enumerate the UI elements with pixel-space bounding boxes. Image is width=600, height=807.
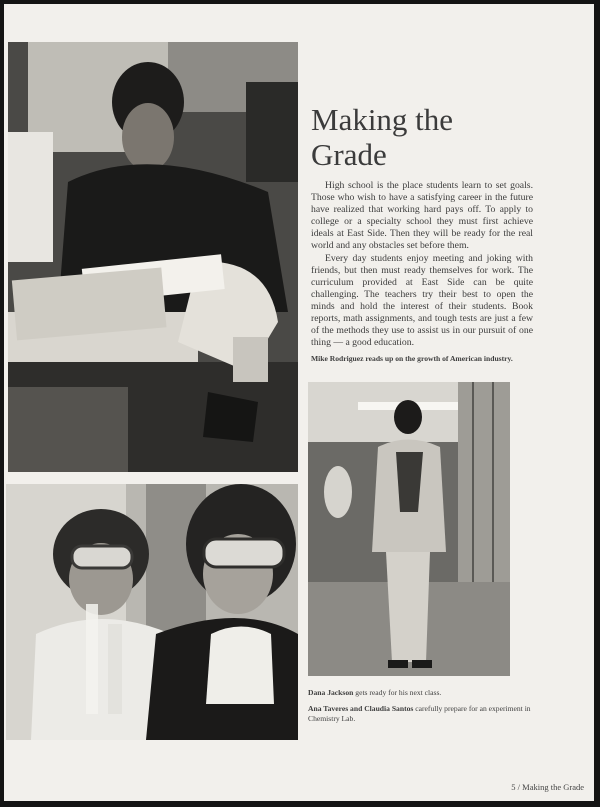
caption-reading-name: Mike Rodriguez — [311, 354, 364, 363]
body-paragraph-1: High school is the place students learn to set goals. Those who wish to have a satisfying career in the future have realized that working hard pays off. To apply to college or a specialty school they must first achieve ideals at East Side. Then they will be ready for the real world and any obstacles set before them. — [311, 180, 533, 252]
photo-student-reading — [8, 42, 298, 472]
caption-lab-text: carefully prepare for an experiment in Chemistry Lab. — [308, 704, 531, 723]
caption-class-text: gets ready for his next class. — [353, 688, 442, 697]
caption-class-name: Dana Jackson — [308, 688, 354, 697]
caption-lab-name: Ana Taveres and Claudia Santos — [308, 704, 414, 713]
title-line-1: Making the — [311, 102, 454, 137]
caption-lab — [308, 704, 548, 723]
title-line-2: Grade — [311, 137, 387, 172]
feature-body — [311, 180, 533, 349]
yearbook-page — [4, 4, 594, 801]
photo-student-lockers — [308, 382, 510, 676]
caption-reading-text: reads up on the growth of American industry. — [363, 354, 513, 363]
photo-chemistry-lab — [6, 484, 298, 740]
feature-title — [311, 102, 571, 172]
caption-class — [308, 688, 548, 698]
caption-reading — [311, 354, 536, 364]
page-folio: 5 / Making the Grade — [511, 782, 584, 792]
body-paragraph-2: Every day students enjoy meeting and joking with friends, but then must ready themselves for work. The curriculum provided at East Side can be quite challenging. The teachers try their best to open the minds and hold the interest of their students. Book reports, math assignments, and tough tests are just a few of the methods they use to assist us in our pursuit of one thing — a good education. — [311, 252, 533, 349]
